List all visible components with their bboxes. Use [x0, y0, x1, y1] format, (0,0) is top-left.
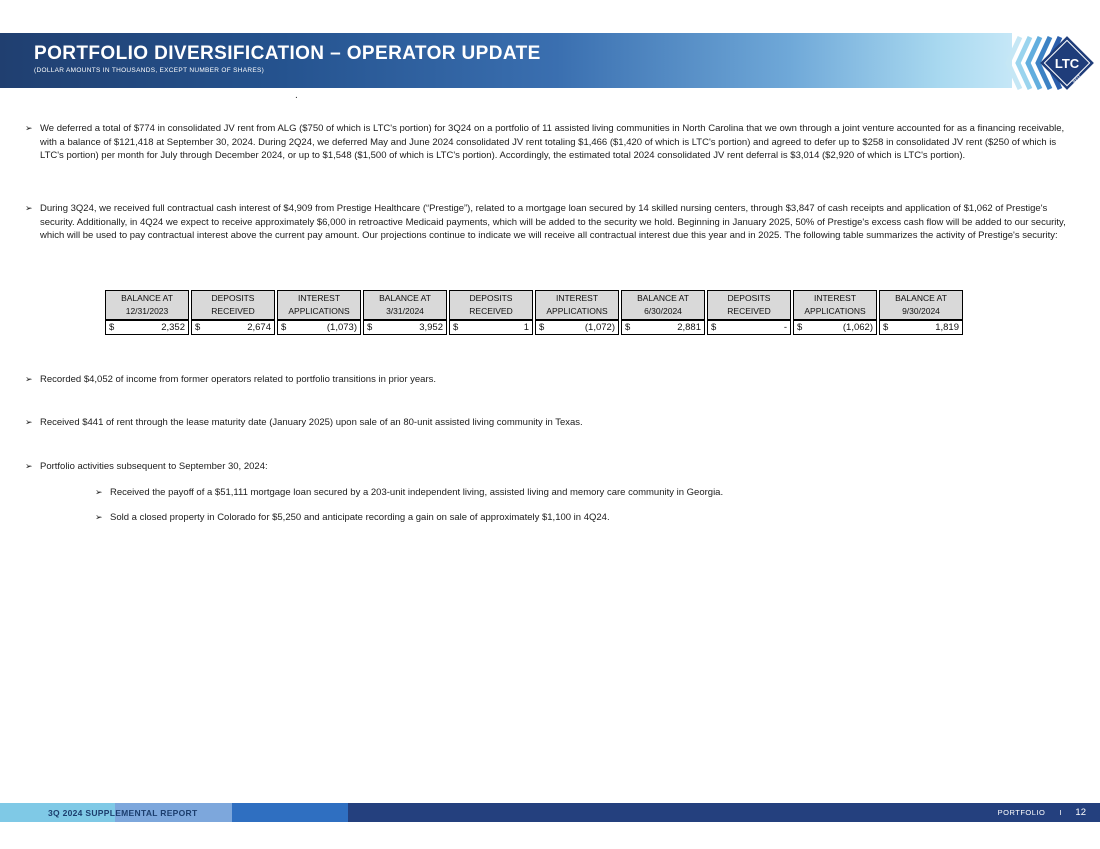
table-cell: $ 2,352 — [105, 320, 189, 335]
table-data-row — [105, 320, 963, 335]
bullet-arrow-icon: ➢ — [25, 417, 33, 427]
footer-segment-navy — [348, 803, 1100, 822]
bullet-arrow-icon: ➢ — [25, 203, 33, 213]
table-cell: $ (1,062) — [793, 320, 877, 335]
col-header: BALANCE AT 12/31/2023 — [105, 290, 189, 320]
col-header: INTEREST APPLICATIONS — [535, 290, 619, 320]
table-cell: $ 1 — [449, 320, 533, 335]
col-header: BALANCE AT 3/31/2024 — [363, 290, 447, 320]
col-header: BALANCE AT 9/30/2024 — [879, 290, 963, 320]
sub-bullet-georgia-payoff — [95, 486, 1085, 500]
bullet-arrow-icon: ➢ — [95, 512, 103, 522]
table-cell: $ (1,073) — [277, 320, 361, 335]
logo-text: LTC — [1054, 56, 1080, 71]
bullet-jv-rent-deferral — [25, 122, 1078, 163]
footer-separator: I — [1059, 808, 1062, 817]
security-activity-table — [103, 290, 965, 335]
header-band — [0, 33, 1012, 88]
bullet-text: During 3Q24, we received full contractual cash interest of $4,909 from Prestige Healthcare (“Prestige”), related to a mortgage loan secured by 14 skilled nursing centers, through $3,847 of cash receipts and application of $1,062 of Prestige's security. Additionally, in 4Q24 we expect to receive approximately $6,000 in retroactive Medicaid payments, which will be added to the security we hold. Beginning in January 2025, 50% of Prestige's excess cash flow will be added to our security, which will be used to pay contractual interest above the current pay amount. Our projections continue to indicate we will receive all contractual interest due this year and in 2025. The following table summarizes the activity of Prestige's security: — [40, 203, 1066, 241]
footer-segment-blue — [232, 803, 348, 822]
stray-period-mark: . — [295, 90, 298, 101]
table-cell: $ 2,674 — [191, 320, 275, 335]
page-title: PORTFOLIO DIVERSIFICATION – OPERATOR UPDATE — [34, 43, 541, 64]
col-header: DEPOSITS RECEIVED — [707, 290, 791, 320]
bullet-text: Received $441 of rent through the lease maturity date (January 2025) upon sale of an 80-unit assisted living community in Texas. — [40, 417, 583, 428]
bullet-subsequent-activities — [25, 460, 1078, 474]
logo-subtext: REIT — [1071, 73, 1083, 85]
bullet-text: Recorded $4,052 of income from former operators related to portfolio transitions in prior years. — [40, 374, 437, 385]
bullet-former-operator-income — [25, 373, 1078, 387]
sub-bullet-colorado-sale — [95, 511, 1085, 525]
footer-report-title: 3Q 2024 SUPPLEMENTAL REPORT — [48, 807, 198, 818]
bullet-text: Portfolio activities subsequent to September 30, 2024: — [40, 461, 268, 472]
footer-band — [0, 803, 1100, 822]
bullet-prestige-interest — [25, 202, 1078, 243]
table-cell: $ 2,881 — [621, 320, 705, 335]
table-header-row — [105, 290, 963, 320]
table-cell: $ - — [707, 320, 791, 335]
footer-page-number: 12 — [1075, 807, 1086, 818]
bullet-arrow-icon: ➢ — [25, 123, 33, 133]
table-cell: $ (1,072) — [535, 320, 619, 335]
bullet-text: We deferred a total of $774 in consolidated JV rent from ALG ($750 of which is LTC's portion) for 3Q24 on a portfolio of 11 assisted living communities in North Carolina that we own through a joint venture accounted for as a financing receivable, with a balance of $121,418 at September 30, 2024. During 2Q24, we deferred May and June 2024 consolidated JV rent totaling $1,466 ($1,420 of which is LTC's portion) and agreed to defer up to $258 in consolidated JV rent ($250 of which is LTC's portion) per month for July through December 2024, or up to $1,548 ($1,500 of which is LTC's portion). Accordingly, the estimated total 2024 consolidated JV rent deferral is $3,014 ($2,920 of which is LTC's portion). — [40, 123, 1065, 161]
footer-section-label: PORTFOLIO — [997, 808, 1046, 817]
bullet-arrow-icon: ➢ — [25, 374, 33, 384]
col-header: INTEREST APPLICATIONS — [793, 290, 877, 320]
table-cell: $ 3,952 — [363, 320, 447, 335]
bullet-arrow-icon: ➢ — [25, 461, 33, 471]
col-header: DEPOSITS RECEIVED — [449, 290, 533, 320]
bullet-texas-rent — [25, 416, 1078, 430]
footer-right-group — [998, 803, 1086, 822]
page-subtitle: (DOLLAR AMOUNTS IN THOUSANDS, EXCEPT NUMBER OF SHARES) — [34, 67, 265, 74]
col-header: INTEREST APPLICATIONS — [277, 290, 361, 320]
ltc-reit-logo-icon — [1000, 34, 1098, 92]
col-header: DEPOSITS RECEIVED — [191, 290, 275, 320]
table-cell: $ 1,819 — [879, 320, 963, 335]
bullet-arrow-icon: ➢ — [95, 487, 103, 497]
bullet-text: Sold a closed property in Colorado for $5,250 and anticipate recording a gain on sale of approximately $1,100 in 4Q24. — [110, 512, 610, 523]
col-header: BALANCE AT 6/30/2024 — [621, 290, 705, 320]
bullet-text: Received the payoff of a $51,111 mortgage loan secured by a 203-unit independent living, assisted living and memory care community in Georgia. — [110, 487, 724, 498]
